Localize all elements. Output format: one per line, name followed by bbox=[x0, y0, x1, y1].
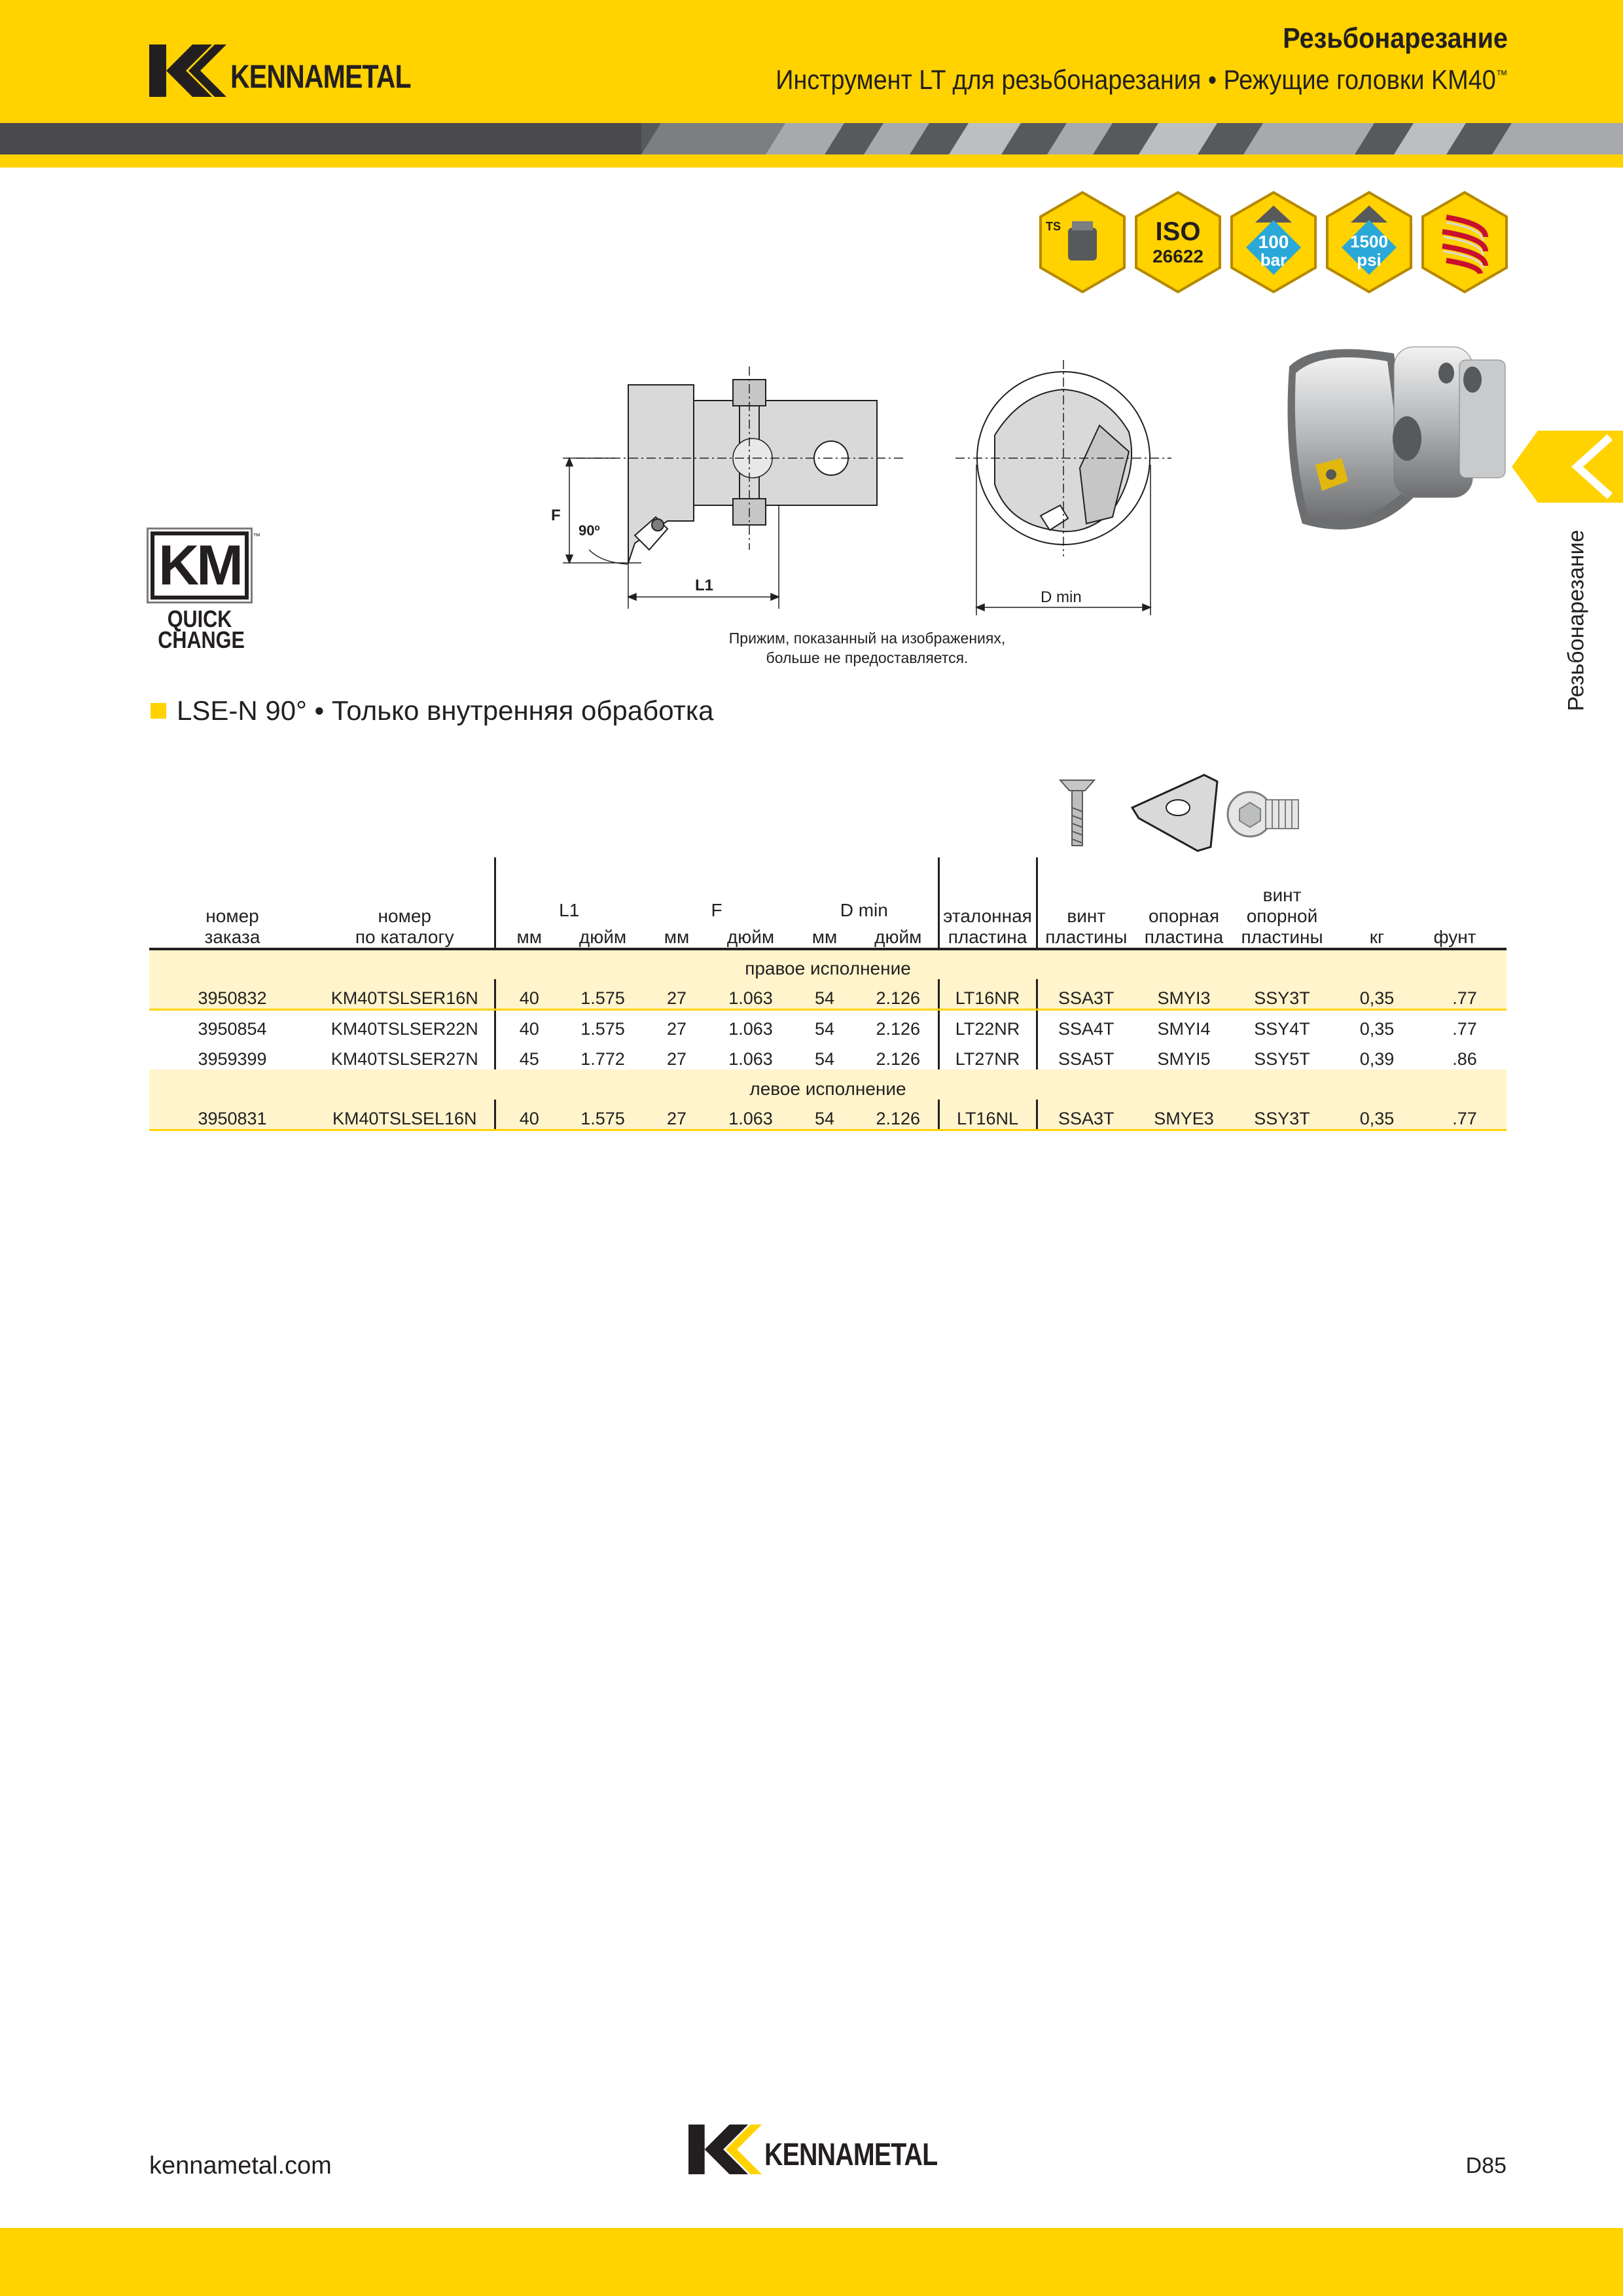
unit-mm: мм bbox=[791, 921, 859, 949]
dmin-mm-cell: 54 bbox=[791, 979, 859, 1009]
dmin-mm-cell: 54 bbox=[814, 1019, 835, 1039]
dmin-inch-cell: 2.126 bbox=[859, 1100, 938, 1130]
col-gauge-insert bbox=[938, 857, 1037, 949]
header-row-groups bbox=[149, 857, 1507, 921]
col-l1: L1 bbox=[495, 857, 643, 921]
shim-screw-cell: SSY4T bbox=[1254, 1019, 1310, 1039]
weight-lb-cell: .77 bbox=[1423, 1100, 1507, 1130]
shim-cell: SMYI5 bbox=[1157, 1049, 1211, 1069]
weight-lb-cell: .77 bbox=[1452, 1019, 1477, 1039]
order-cell: 3950854 bbox=[198, 1019, 267, 1039]
footer-logo bbox=[688, 2125, 975, 2174]
f-inch-cell: 1.063 bbox=[711, 1100, 791, 1130]
page-number: D85 bbox=[1465, 2153, 1507, 2178]
quick-label: QUICK bbox=[167, 605, 232, 632]
shim-cell: SMYI4 bbox=[1157, 1019, 1211, 1039]
pressure-unit: bar bbox=[1260, 250, 1287, 270]
header-text: номер bbox=[205, 906, 259, 926]
header-yellow-band bbox=[0, 154, 1623, 168]
page-header bbox=[0, 0, 1623, 123]
catalog-cell: KM40TSLSEL16N bbox=[315, 1100, 495, 1130]
f-inch-cell: 1.063 bbox=[711, 979, 791, 1009]
trademark: ™ bbox=[253, 531, 260, 541]
change-label: CHANGE bbox=[158, 626, 245, 653]
gauge-insert-cell: LT27NR bbox=[938, 1039, 1037, 1069]
f-mm-cell: 27 bbox=[666, 1049, 687, 1069]
header-text: номер bbox=[378, 906, 431, 926]
coolant-1500psi-icon bbox=[1325, 191, 1414, 293]
shim-icon bbox=[1132, 775, 1217, 851]
kennametal-logo bbox=[149, 45, 450, 97]
unit-inch: дюйм bbox=[711, 921, 791, 949]
brand-name: KENNAMETAL bbox=[764, 2137, 938, 2172]
f-mm-cell: 27 bbox=[643, 1100, 711, 1130]
f-inch-cell: 1.063 bbox=[728, 1049, 773, 1069]
kennametal-k-icon bbox=[149, 45, 226, 97]
table-row bbox=[149, 979, 1507, 1009]
order-cell: 3950831 bbox=[149, 1100, 315, 1130]
side-section-label bbox=[1561, 529, 1592, 712]
product-photo bbox=[1276, 327, 1525, 543]
iso-number: 26622 bbox=[1152, 246, 1204, 266]
l1-mm-cell: 40 bbox=[495, 1100, 563, 1130]
f-mm-cell: 27 bbox=[666, 1019, 687, 1039]
unit-mm: мм bbox=[495, 921, 563, 949]
l1-inch-cell: 1.772 bbox=[580, 1049, 625, 1069]
technical-drawing bbox=[537, 353, 1191, 628]
header-text: пластина bbox=[1144, 927, 1224, 947]
table-row bbox=[149, 1039, 1507, 1069]
trademark: ™ bbox=[1496, 68, 1508, 82]
iso-label: ISO bbox=[1155, 217, 1201, 246]
weight-kg-cell: 0,39 bbox=[1359, 1049, 1395, 1069]
kennametal-k-icon bbox=[688, 2125, 762, 2174]
group-row-right bbox=[149, 949, 1507, 979]
footer-yellow-bar bbox=[0, 2228, 1623, 2296]
f-inch-cell: 1.063 bbox=[728, 1019, 773, 1039]
brand-name: KENNAMETAL bbox=[230, 58, 411, 95]
col-insert-screw bbox=[1037, 857, 1135, 949]
order-cell: 3950832 bbox=[149, 979, 315, 1009]
shim-screw-icon bbox=[1228, 792, 1298, 836]
dmin-mm-cell: 54 bbox=[791, 1100, 859, 1130]
pressure-unit: psi bbox=[1357, 250, 1382, 270]
header-text: пластина bbox=[948, 927, 1027, 947]
insert-screw-cell: SSA3T bbox=[1037, 979, 1135, 1009]
col-catalog-no bbox=[315, 857, 495, 949]
dmin-mm-cell: 54 bbox=[814, 1049, 835, 1069]
shim-screw-cell: SSY3T bbox=[1233, 979, 1331, 1009]
ts-coolant-icon bbox=[1038, 191, 1127, 293]
col-f: F bbox=[711, 900, 722, 921]
angle-label: 90º bbox=[579, 522, 600, 539]
catalog-cell: KM40TSLSER22N bbox=[330, 1019, 478, 1039]
col-shim-screw bbox=[1233, 857, 1331, 949]
header-text: опорная bbox=[1148, 906, 1220, 926]
group-label: левое исполнение bbox=[149, 1069, 1507, 1100]
col-lb: фунт bbox=[1423, 857, 1507, 949]
threading-icon bbox=[1420, 191, 1509, 293]
l1-mm-cell: 45 bbox=[495, 1039, 563, 1069]
order-cell: 3959399 bbox=[198, 1049, 267, 1069]
yellow-square-bullet bbox=[151, 703, 166, 719]
weight-lb-cell: .77 bbox=[1423, 979, 1507, 1009]
header-text: заказа bbox=[204, 927, 260, 947]
km-logo: KM bbox=[151, 531, 249, 600]
section-title: LSE-N 90° • Только внутренняя обработка bbox=[177, 695, 714, 726]
l1-dimension-label: L1 bbox=[695, 577, 714, 594]
dmin-inch-cell: 2.126 bbox=[859, 979, 938, 1009]
section-tab-arrow bbox=[1512, 431, 1623, 503]
specification-table bbox=[149, 857, 1507, 1131]
unit-mm: мм bbox=[643, 921, 711, 949]
l1-mm-cell: 40 bbox=[495, 979, 563, 1009]
weight-kg-cell: 0,35 bbox=[1331, 979, 1423, 1009]
km-quick-change-badge bbox=[151, 531, 262, 651]
page-subtitle bbox=[776, 64, 1508, 96]
table-row bbox=[149, 1100, 1507, 1130]
table-row bbox=[149, 1009, 1507, 1039]
header-text: эталонная bbox=[943, 906, 1032, 926]
l1-inch-cell: 1.575 bbox=[580, 1019, 625, 1039]
l1-inch-cell: 1.575 bbox=[563, 1100, 643, 1130]
footer-url[interactable]: kennametal.com bbox=[149, 2152, 332, 2179]
weight-kg-cell: 0,35 bbox=[1331, 1100, 1423, 1130]
header-text: винт bbox=[1067, 906, 1106, 926]
page-title: Резьбонарезание bbox=[1283, 22, 1508, 54]
f-dimension-label: F bbox=[551, 507, 561, 524]
clamp-note bbox=[681, 628, 1054, 668]
dmin-inch-cell: 2.126 bbox=[876, 1019, 921, 1039]
pressure-value: 1500 bbox=[1350, 232, 1388, 251]
header-stripe bbox=[0, 123, 1623, 154]
shim-screw-cell: SSY5T bbox=[1254, 1049, 1310, 1069]
f-mm-cell: 27 bbox=[643, 979, 711, 1009]
l1-mm-cell: 40 bbox=[495, 1009, 563, 1039]
note-line: больше не предоставляется. bbox=[766, 649, 969, 666]
header-text: пластины bbox=[1045, 927, 1128, 947]
gauge-insert-cell: LT16NL bbox=[938, 1100, 1037, 1130]
unit-inch: дюйм bbox=[859, 921, 938, 949]
insert-screw-icon bbox=[1060, 780, 1094, 846]
gauge-insert-cell: LT16NR bbox=[938, 979, 1037, 1009]
insert-screw-cell: SSA5T bbox=[1037, 1039, 1135, 1069]
group-label: правое исполнение bbox=[149, 949, 1507, 979]
col-shim bbox=[1135, 857, 1233, 949]
col-kg: кг bbox=[1331, 857, 1423, 949]
shim-cell: SMYI3 bbox=[1135, 979, 1233, 1009]
weight-lb-cell: .86 bbox=[1452, 1049, 1477, 1069]
feature-icons bbox=[1038, 191, 1509, 293]
l1-inch-cell: 1.575 bbox=[563, 979, 643, 1009]
iso-26622-icon bbox=[1133, 191, 1222, 293]
ts-label: TS bbox=[1046, 220, 1061, 233]
col-dmin: D min bbox=[840, 900, 888, 921]
dmin-inch-cell: 2.126 bbox=[876, 1049, 921, 1069]
col-order-no bbox=[149, 857, 315, 949]
dmin-dimension-label: D min bbox=[1041, 588, 1082, 606]
weight-kg-cell: 0,35 bbox=[1359, 1019, 1395, 1039]
pressure-value: 100 bbox=[1258, 232, 1289, 252]
parts-pictograms bbox=[1047, 768, 1322, 860]
insert-screw-cell: SSA4T bbox=[1037, 1009, 1135, 1039]
header-text: по каталогу bbox=[355, 927, 454, 947]
group-row-left bbox=[149, 1069, 1507, 1100]
subtitle-text: Инструмент LT для резьбонарезания • Режущие головки KM40 bbox=[776, 64, 1496, 95]
header-text: опорной bbox=[1246, 906, 1318, 926]
unit-inch: дюйм bbox=[563, 921, 643, 949]
shim-cell: SMYE3 bbox=[1135, 1100, 1233, 1130]
header-text: пластины bbox=[1241, 927, 1323, 947]
header-text: винт bbox=[1262, 885, 1302, 905]
side-label-text: Резьбонарезание bbox=[1563, 529, 1589, 711]
gauge-insert-cell: LT22NR bbox=[938, 1009, 1037, 1039]
catalog-cell: KM40TSLSER16N bbox=[315, 979, 495, 1009]
note-line: Прижим, показанный на изображениях, bbox=[728, 630, 1006, 647]
section-heading bbox=[151, 695, 714, 726]
insert-screw-cell: SSA3T bbox=[1037, 1100, 1135, 1130]
catalog-cell: KM40TSLSER27N bbox=[330, 1049, 478, 1069]
coolant-100bar-icon bbox=[1229, 191, 1318, 293]
shim-screw-cell: SSY3T bbox=[1233, 1100, 1331, 1130]
